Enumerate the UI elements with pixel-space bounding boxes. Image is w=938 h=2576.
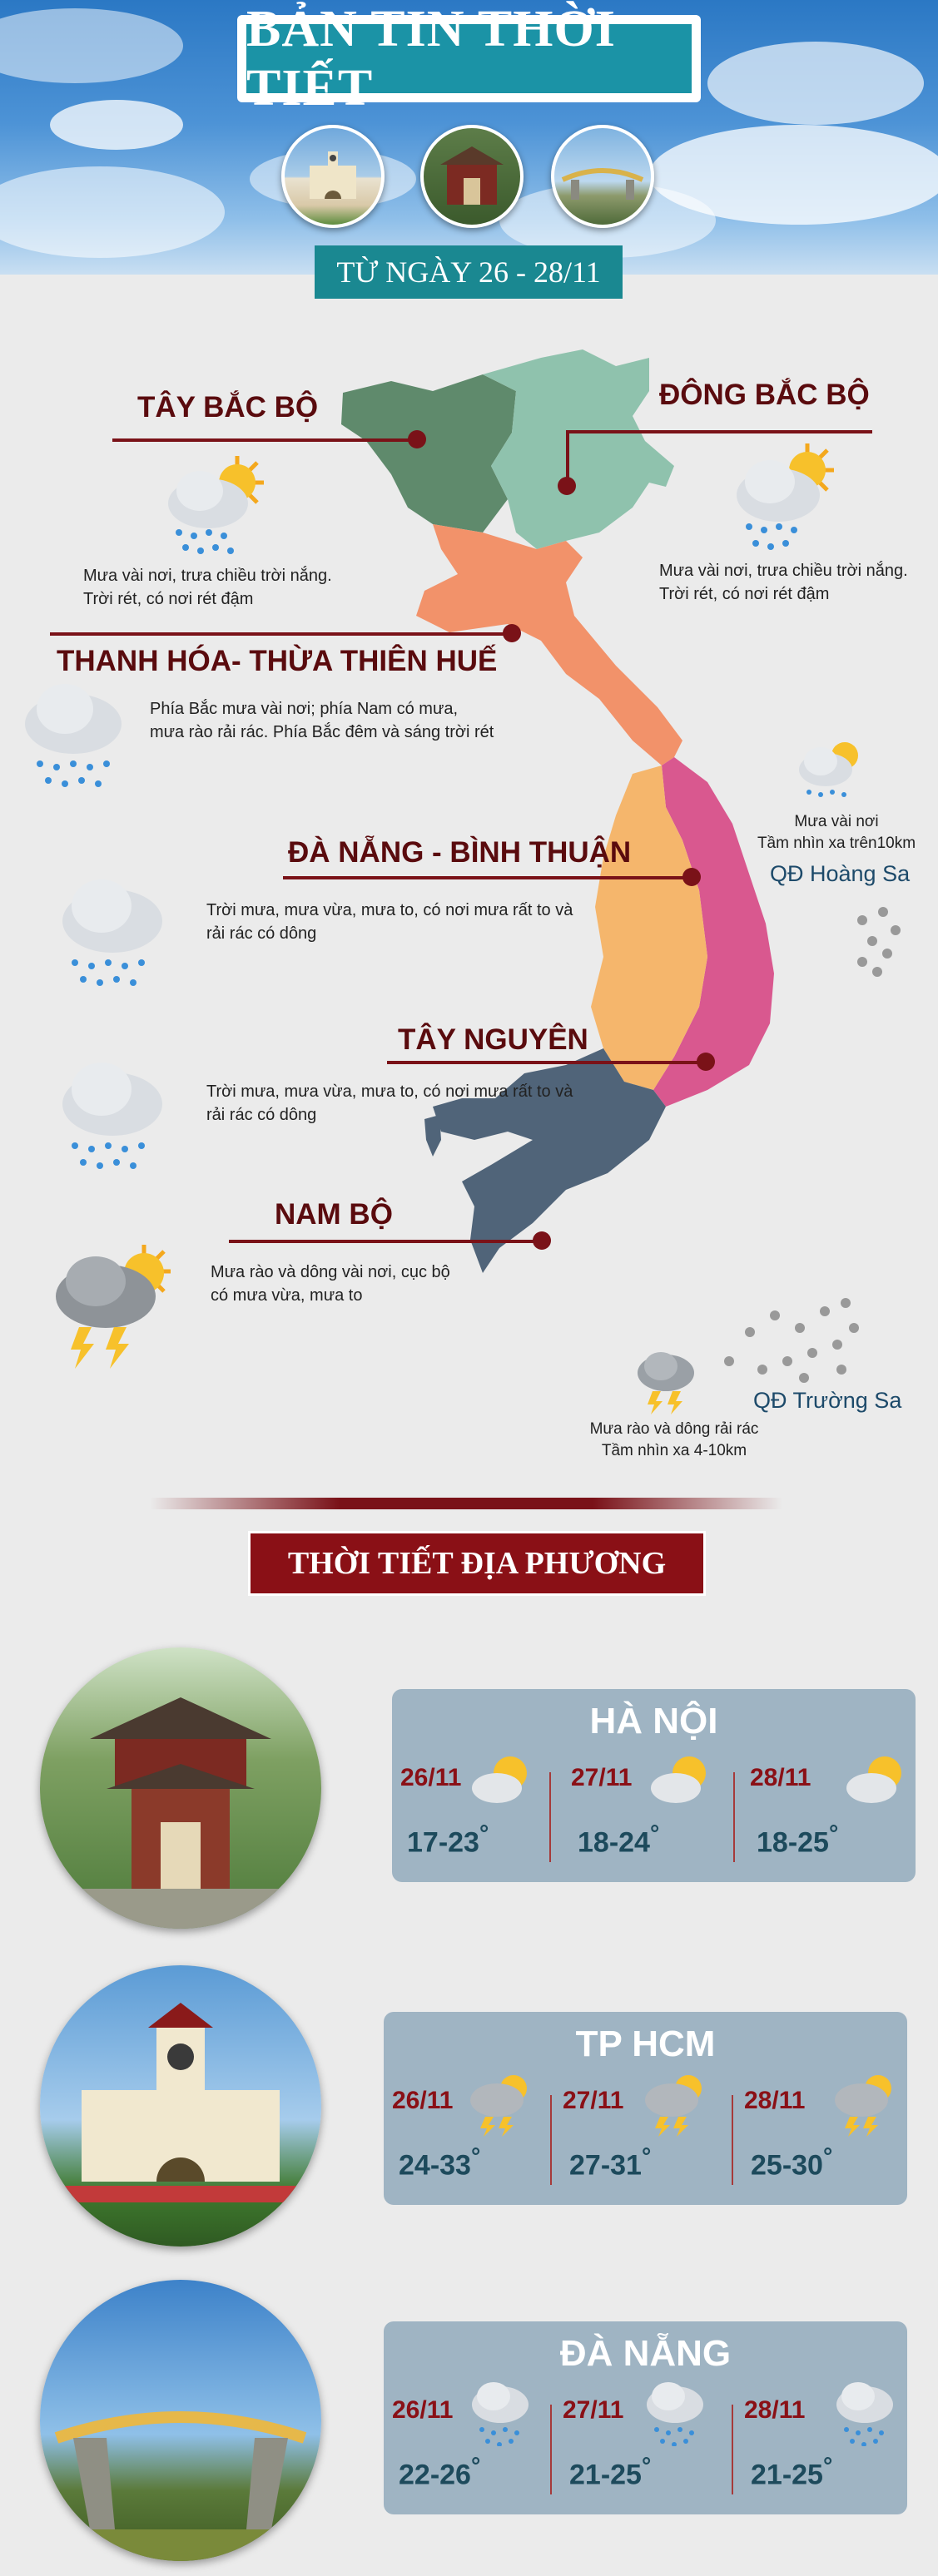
region-title-northwest: TÂY BẮC BỘ <box>137 391 319 424</box>
forecast-day <box>554 2388 726 2496</box>
cloud-rain-icon <box>467 2380 534 2446</box>
region-desc-south-central-coast: Trời mưa, mưa vừa, mưa to, có nơi mưa rất to và rải rác có dông <box>206 901 573 943</box>
region-pointer-line <box>112 438 420 442</box>
cloud-rain-icon <box>642 2380 708 2446</box>
city-name: ĐÀ NẴNG <box>559 2333 732 2374</box>
forecast-temp: 22-26° <box>399 2453 481 2491</box>
sun-cloud-rain-icon <box>791 732 866 807</box>
region-pointer-line <box>50 632 512 636</box>
region-marker-dot <box>408 430 426 448</box>
forecast-date: 27/11 <box>563 2396 624 2424</box>
hanoi-temple-photo <box>40 1647 321 1929</box>
cloud-storm-icon <box>633 1348 699 1414</box>
forecast-date: 27/11 <box>571 1764 633 1791</box>
region-desc-northeast: Mưa vài nơi, trưa chiều trời nắng. Trời rét, có nơi rét đậm <box>659 562 908 603</box>
region-title-south-central-coast: ĐÀ NẴNG - BÌNH THUẬN <box>288 836 632 869</box>
ben-thanh-market-photo <box>40 1965 321 2247</box>
day-separator <box>732 2095 733 2185</box>
region-marker-dot <box>558 477 576 495</box>
da-nang-golden-bridge-photo <box>40 2280 321 2561</box>
cloud-storm-icon <box>642 2070 708 2137</box>
cloud-rain-icon <box>831 2380 898 2446</box>
region-desc-northwest: Mưa vài nơi, trưa chiều trời nắng. Trời rét, có nơi rét đậm <box>83 567 332 608</box>
forecast-temp: 21-25° <box>751 2453 833 2491</box>
forecast-date: 26/11 <box>392 2087 454 2114</box>
forecast-date: 28/11 <box>750 1764 811 1791</box>
region-desc-highlands: Trời mưa, mưa vừa, mưa to, có nơi mưa rất to và rải rác có dông <box>206 1082 573 1124</box>
hoang-sa-label: QĐ Hoàng Sa <box>770 861 911 886</box>
sun-cloud-storm-icon <box>46 1240 179 1373</box>
region-title-north-central: THANH HÓA- THỪA THIÊN HUẾ <box>57 645 498 677</box>
forecast-date: 28/11 <box>744 2396 806 2424</box>
region-marker-dot <box>697 1053 715 1071</box>
forecast-temp: 18-25° <box>757 1821 839 1859</box>
date-range-banner: TỪ NGÀY 26 - 28/11 <box>315 245 623 299</box>
forecast-day <box>392 1756 563 1864</box>
region-marker-dot <box>682 868 701 886</box>
forecast-date: 28/11 <box>744 2087 806 2114</box>
city-name: TP HCM <box>575 2024 716 2064</box>
sun-cloud-icon <box>646 1751 712 1810</box>
forecast-date: 26/11 <box>400 1764 462 1791</box>
cloud-storm-icon <box>467 2070 534 2137</box>
region-pointer-line <box>283 876 691 879</box>
cloud-rain-icon <box>50 869 175 994</box>
temple-gate-photo <box>420 125 524 228</box>
region-title-highlands: TÂY NGUYÊN <box>398 1023 588 1056</box>
forecast-day <box>736 2388 907 2496</box>
forecast-temp: 25-30° <box>751 2143 833 2182</box>
page-title: BẢN TIN THỜI TIẾT <box>246 24 692 93</box>
city-card-hanoi <box>392 1689 916 1882</box>
hoang-sa-desc: Mưa vài nơi Tầm nhìn xa trên10km <box>757 813 916 852</box>
sun-cloud-icon <box>841 1751 908 1810</box>
forecast-temp: 18-24° <box>578 1821 660 1859</box>
forecast-day <box>384 2078 555 2187</box>
forecast-temp: 17-23° <box>407 1821 489 1859</box>
sun-cloud-icon <box>467 1751 534 1810</box>
region-desc-south: Mưa rào và dông vài nơi, cục bộ có mưa vừa, mưa to <box>211 1263 450 1305</box>
forecast-date: 26/11 <box>392 2396 454 2424</box>
region-pointer-line <box>566 430 872 433</box>
forecast-day <box>742 1756 913 1864</box>
map-region-northwest <box>341 374 516 533</box>
local-weather-title: THỜI TIẾT ĐỊA PHƯƠNG <box>248 1531 706 1596</box>
forecast-date: 27/11 <box>563 2087 624 2114</box>
forecast-day <box>563 1756 734 1864</box>
region-pointer-line <box>229 1240 541 1243</box>
region-pointer-line <box>387 1061 703 1064</box>
sun-cloud-rain-icon <box>154 449 270 566</box>
region-marker-dot <box>503 624 521 642</box>
city-card-hcm <box>384 2012 907 2205</box>
sun-cloud-rain-icon <box>724 437 841 562</box>
region-title-northeast: ĐÔNG BẮC BỘ <box>659 379 870 411</box>
forecast-temp: 21-25° <box>569 2453 652 2491</box>
forecast-temp: 24-33° <box>399 2143 481 2182</box>
region-title-south: NAM BỘ <box>275 1198 393 1231</box>
cloud-rain-icon <box>15 674 132 799</box>
city-name: HÀ NỘI <box>589 1701 718 1741</box>
forecast-day <box>554 2078 726 2187</box>
forecast-day <box>736 2078 907 2187</box>
truong-sa-desc: Mưa rào và dông rải rác Tầm nhìn xa 4-10km <box>589 1420 759 1459</box>
forecast-day <box>384 2388 555 2496</box>
day-separator <box>732 2405 733 2494</box>
ben-thanh-market-photo <box>281 125 385 228</box>
forecast-temp: 27-31° <box>569 2143 652 2182</box>
region-marker-dot <box>533 1231 551 1250</box>
section-divider-bar <box>150 1498 782 1509</box>
truong-sa-label: QĐ Trường Sa <box>753 1388 902 1413</box>
region-desc-north-central: Phía Bắc mưa vài nơi; phía Nam có mưa, mưa rào rải rác. Phía Bắc đêm và sáng trời rét <box>150 700 494 741</box>
cloud-rain-icon <box>50 1053 175 1177</box>
golden-bridge-photo <box>551 125 654 228</box>
map-region-northeast <box>483 349 674 549</box>
city-card-da-nang <box>384 2321 907 2514</box>
cloud-storm-icon <box>831 2070 898 2137</box>
